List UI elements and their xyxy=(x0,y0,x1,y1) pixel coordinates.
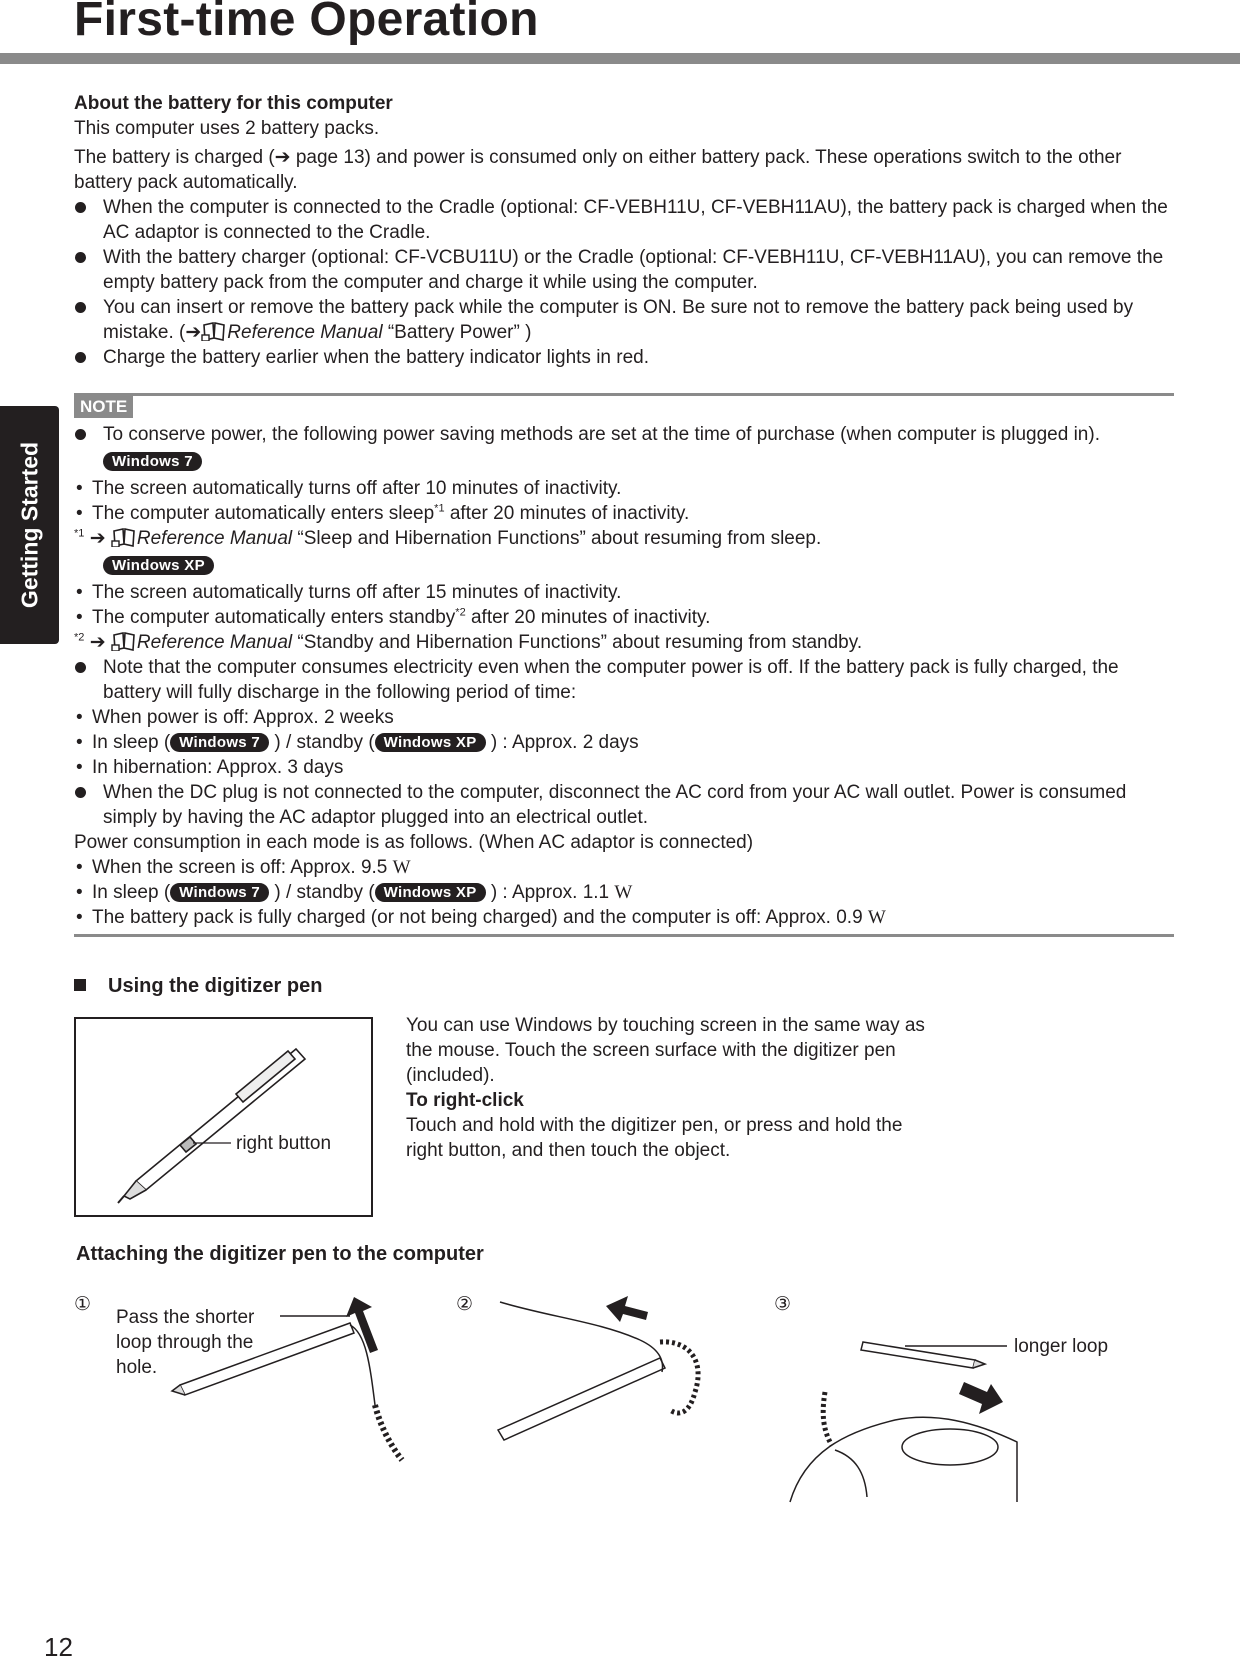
battery-intro-2: The battery is charged (➔ page 13) and power is consumed only on either battery pack. These operations switch to the other battery pack automatically. xyxy=(74,147,1122,193)
xp-sub-1: • The screen automatically turns off after 15 minutes of inactivity. xyxy=(74,580,1174,605)
step-1-label: Pass the shorter loop through the hole. xyxy=(116,1307,255,1378)
note-end-rule xyxy=(74,934,1174,937)
windows-xp-badge: Windows XP xyxy=(375,883,486,902)
digitizer-heading: Using the digitizer pen xyxy=(74,974,322,999)
battery-bullet-1: When the computer is connected to the Cradle (optional: CF-VEBH11U, CF-VEBH11AU), the battery pack is charged when the AC adaptor is connected to the Cradle. xyxy=(74,195,1174,245)
reference-manual-book-icon xyxy=(111,527,137,547)
windows-xp-badge: Windows XP xyxy=(103,556,214,575)
reference-manual-book-icon xyxy=(201,321,227,341)
windows-7-badge: Windows 7 xyxy=(103,452,202,471)
main-content xyxy=(74,91,1174,937)
b3-sub-3: • The battery pack is fully charged (or not being charged) and the computer is off: Approx. 0.9 W xyxy=(74,905,1174,930)
b2-sub-2: • In sleep ( Windows 7 ) / standby ( Windows XP ) : Approx. 2 days xyxy=(74,730,1174,755)
page-number: 12 xyxy=(44,1632,73,1662)
step-1-number: ① xyxy=(74,1294,92,1315)
note-label: NOTE xyxy=(74,396,133,418)
b3-line-2: Power consumption in each mode is as follows. (When AC adaptor is connected) xyxy=(74,832,754,853)
windows-7-badge: Windows 7 xyxy=(170,883,269,902)
note-bullet-1: To conserve power, the following power saving methods are set at the time of purchase (when computer is plugged in). xyxy=(74,422,1174,447)
step-2-number: ② xyxy=(456,1294,474,1315)
w7-sub-2: • The computer automatically enters sleep$^{*1}$ after 20 minutes of inactivity. xyxy=(74,501,1174,526)
step-3-computer-illustration-icon xyxy=(785,1332,1020,1504)
right-click-text: Touch and hold with the digitizer pen, or press and hold the right button, and then touch the object. xyxy=(406,1115,903,1161)
footnote-2: $^{*2}$ ➔ Reference Manual “Standby and Hibernation Functions” about resuming from standby. xyxy=(74,631,863,653)
battery-bullet-2: With the battery charger (optional: CF-VCBU11U) or the Cradle (optional: CF-VEBH11U, CF-VEBH11AU), you can remove the empty battery pack from the computer and charge it while using the computer. xyxy=(74,245,1174,295)
digitizer-pen-icon xyxy=(76,1019,371,1215)
footnote-1: $^{*1}$ ➔ Reference Manual “Sleep and Hibernation Functions” about resuming from sleep. xyxy=(74,527,822,549)
battery-heading: About the battery for this computer xyxy=(74,93,393,114)
b3-sub-1: • When the screen is off: Approx. 9.5 W xyxy=(74,855,1174,880)
battery-bullet-4: Charge the battery earlier when the battery indicator lights in red. xyxy=(74,345,1174,370)
square-bullet-icon xyxy=(74,979,86,991)
arrow-right-icon: ➔ xyxy=(89,528,106,549)
digitizer-description xyxy=(406,1013,926,1163)
side-tab-label: Getting Started xyxy=(16,441,42,609)
step-1-pen-illustration-icon xyxy=(170,1295,430,1465)
windows-7-badge: Windows 7 xyxy=(170,733,269,752)
note-box xyxy=(74,393,1174,937)
pen-illustration-box xyxy=(74,1017,373,1217)
longer-loop-label: longer loop xyxy=(1014,1336,1109,1357)
arrow-right-icon: ➔ xyxy=(185,322,202,343)
w7-sub-1: • The screen automatically turns off after 10 minutes of inactivity. xyxy=(74,476,1174,501)
page-title: First-time Operation xyxy=(74,0,539,46)
title-rule xyxy=(0,53,1240,64)
attach-heading: Attaching the digitizer pen to the computer xyxy=(76,1243,484,1265)
b3-sub-2: • In sleep ( Windows 7 ) / standby ( Windows XP ) : Approx. 1.1 W xyxy=(74,880,1174,905)
arrow-right-icon: ➔ xyxy=(274,147,291,168)
b2-sub-1: • When power is off: Approx. 2 weeks xyxy=(74,705,1174,730)
right-button-label: right button xyxy=(236,1133,332,1154)
b2-sub-3: • In hibernation: Approx. 3 days xyxy=(74,755,1174,780)
arrow-right-icon: ➔ xyxy=(89,632,106,653)
xp-sub-2: • The computer automatically enters standby$^{*2}$ after 20 minutes of inactivity. xyxy=(74,605,1174,630)
reference-manual-book-icon xyxy=(111,631,137,651)
step-3-number: ③ xyxy=(774,1294,792,1315)
side-tab xyxy=(0,406,59,644)
right-click-heading: To right-click xyxy=(406,1090,524,1111)
windows-xp-badge: Windows XP xyxy=(375,733,486,752)
note-bullet-3: When the DC plug is not connected to the computer, disconnect the AC cord from your AC wall outlet. Power is consumed simply by having the AC adaptor plugged into an electrical outlet. xyxy=(74,780,1174,830)
digitizer-text-1: You can use Windows by touching screen in the same way as the mouse. Touch the screen surface with the digitizer pen (included). xyxy=(406,1015,925,1086)
step-2-pen-illustration-icon xyxy=(490,1292,730,1442)
note-bullet-2: Note that the computer consumes electricity even when the computer power is off. If the battery pack is fully charged, the battery will fully discharge in the following period of time: xyxy=(74,655,1174,705)
battery-intro-1: This computer uses 2 battery packs. xyxy=(74,118,380,139)
battery-bullet-3: You can insert or remove the battery pack while the computer is ON. Be sure not to remove the battery pack being used by mistake. (➔ Reference Manual “Battery Power” ) xyxy=(74,295,1174,345)
